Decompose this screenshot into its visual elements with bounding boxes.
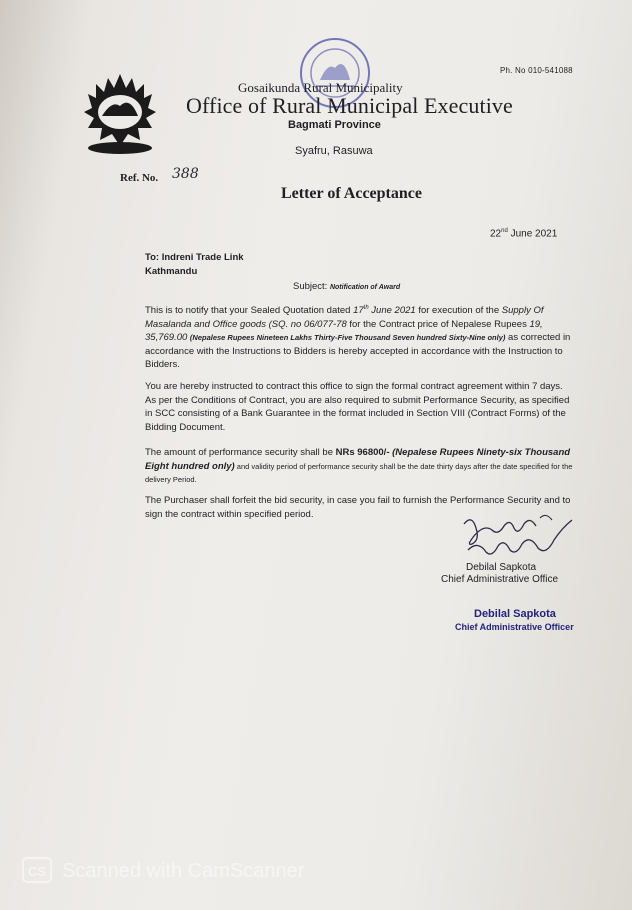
signatory-name: Debilal Sapkota <box>466 562 537 573</box>
stamped-signatory-title: Chief Administrative Officer <box>455 622 574 632</box>
body-paragraph-1: This is to notify that your Sealed Quotation dated 17th June 2021 for execution of the Supply Of Masalanda and Office goods (SQ. no 06/077-78 for the Contract price of Nepalese Rupees 19, 35,769.00 (Nepalese Rupees Nineteen Lakhs Thirty-Five Thousand Seven hundred Sixty-Nine only) as corrected in accordance with the Instructions to Bidders is hereby accepted in accordance with the Instruction to Bidders. <box>145 305 571 371</box>
signatory-title: Chief Administrative Office <box>441 574 559 585</box>
reference-label: Ref. No. <box>120 172 159 184</box>
stamped-signatory-name: Debilal Sapkota <box>474 608 556 620</box>
body-paragraph-3: The amount of performance security shall be NRs 96800/- (Nepalese Rupees Ninety-six Thousand Eight hundred only) and validity period of performance security shall be the date thirty days after the date specified for the delivery Period. <box>145 447 573 484</box>
office-heading: Office of Rural Municipal Executive <box>186 93 513 118</box>
subject-line: Subject: Notification of Award <box>293 281 401 292</box>
recipient-city: Kathmandu <box>145 266 198 277</box>
letter-title: Letter of Acceptance <box>281 185 422 202</box>
municipality-name: Gosaikunda Rural Municipality <box>238 80 403 95</box>
scanner-watermark: Scanned with CamScanner <box>62 860 305 882</box>
body-paragraph-4: The Purchaser shall forfeit the bid security, in case you fail to furnish the Performance Security and to sign the contract within specified period. <box>145 495 571 520</box>
camscanner-logo-icon: CS <box>22 857 52 883</box>
recipient-name: To: Indreni Trade Link <box>145 252 244 263</box>
reference-number: 388 <box>172 166 199 182</box>
body-paragraph-2: You are hereby instructed to contract this office to sign the formal contract agreement within 7 days. As per the Conditions of Contract, you are also required to submit Performance Security, as specified in SCC consisting of a Bank Guarantee in the format included in Section VIII (Contract Forms) of the Bidding Document. <box>145 381 570 433</box>
handwritten-signature <box>458 510 578 562</box>
letter-date: 22nd June 2021 <box>490 228 558 240</box>
province-name: Bagmati Province <box>288 119 381 131</box>
phone-number: Ph. No 010-541088 <box>500 66 573 75</box>
municipality-emblem-logo <box>82 72 158 156</box>
office-location: Syafru, Rasuwa <box>295 145 373 157</box>
